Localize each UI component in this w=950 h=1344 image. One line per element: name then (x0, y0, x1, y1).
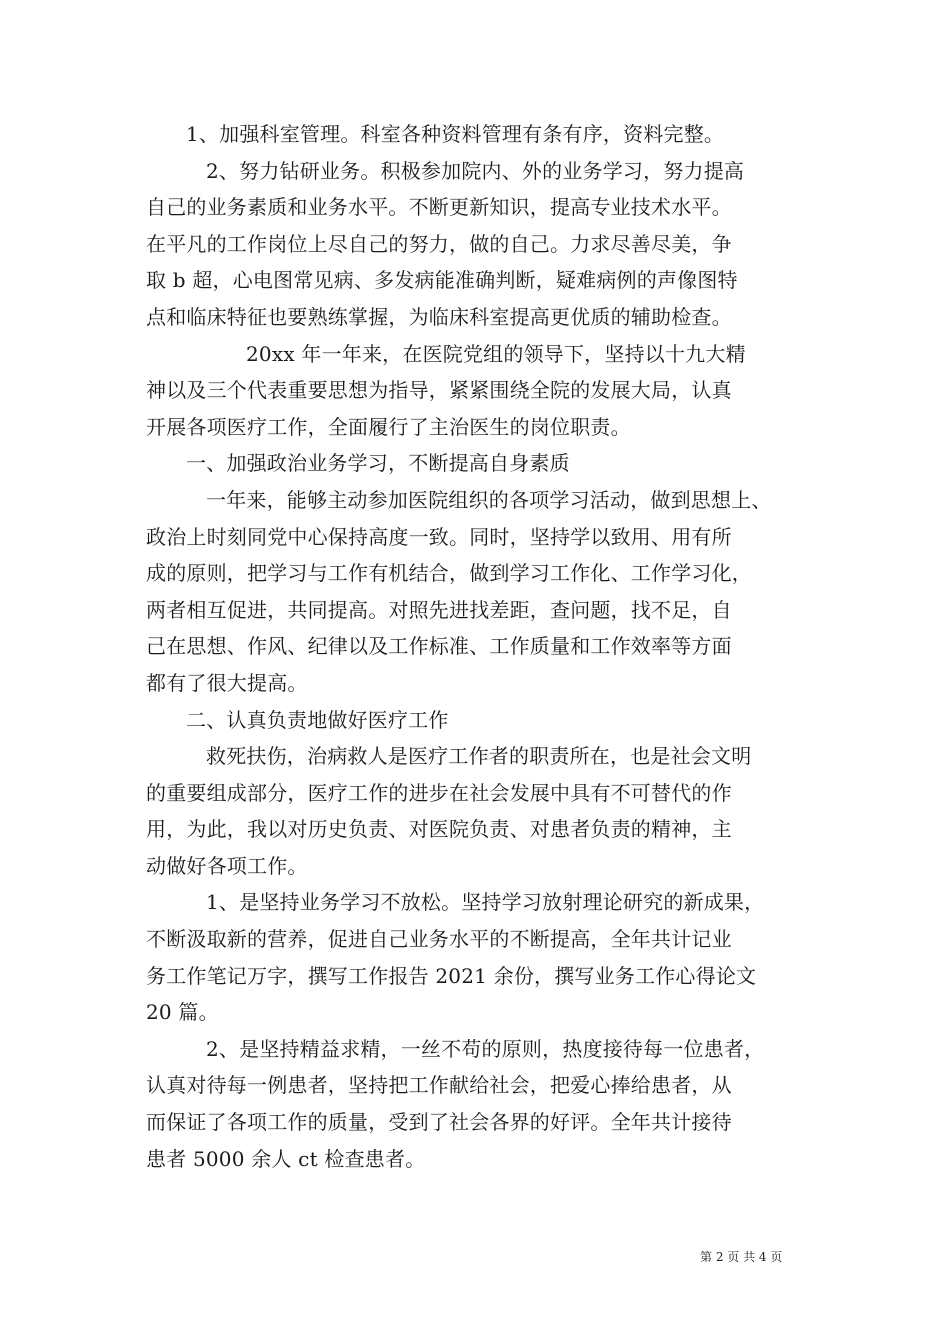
paragraph-line: 认真对待每一例患者，坚持把工作献给社会，把爱心捧给患者，从 (146, 1073, 732, 1098)
paragraph-line: 1、是坚持业务学习不放松。坚持学习放射理论研究的新成果， (206, 890, 765, 915)
paragraph-line: 己在思想、作风、纪律以及工作标准、工作质量和工作效率等方面 (146, 634, 732, 659)
paragraph-line: 取 b 超，心电图常见病、多发病能准确判断，疑难病例的声像图特 (146, 268, 738, 293)
paragraph-line: 都有了很大提高。 (146, 670, 308, 695)
paragraph-line: 2、是坚持精益求精，一丝不苟的原则，热度接待每一位患者， (206, 1036, 765, 1061)
paragraph-line: 而保证了各项工作的质量，受到了社会各界的好评。全年共计接待 (146, 1110, 732, 1135)
section-heading: 二、认真负责地做好医疗工作 (186, 707, 449, 732)
paragraph-line: 救死扶伤，治病救人是医疗工作者的职责所在，也是社会文明 (206, 744, 752, 769)
paragraph-line: 自己的业务素质和业务水平。不断更新知识，提高专业技术水平。 (146, 195, 732, 220)
paragraph-line: 点和临床特征也要熟练掌握，为临床科室提高更优质的辅助检查。 (146, 304, 732, 329)
paragraph-line: 务工作笔记万字，撰写工作报告 2021 余份，撰写业务工作心得论文 (146, 963, 757, 988)
paragraph-line: 的重要组成部分，医疗工作的进步在社会发展中具有不可替代的作 (146, 780, 732, 805)
section-heading: 一、加强政治业务学习，不断提高自身素质 (186, 451, 570, 476)
paragraph-line: 20 篇。 (146, 1000, 219, 1025)
paragraph-line: 开展各项医疗工作，全面履行了主治医生的岗位职责。 (146, 414, 631, 439)
paragraph-line: 患者 5000 余人 ct 检查患者。 (146, 1146, 426, 1171)
paragraph-line: 两者相互促进，共同提高。对照先进找差距，查问题，找不足，自 (146, 597, 732, 622)
paragraph-line: 在平凡的工作岗位上尽自己的努力，做的自己。力求尽善尽美，争 (146, 231, 732, 256)
paragraph-line: 2、努力钻研业务。积极参加院内、外的业务学习，努力提高 (206, 158, 745, 183)
paragraph-line: 政治上时刻同党中心保持高度一致。同时，坚持学以致用、用有所 (146, 524, 732, 549)
paragraph-line: 一年来，能够主动参加医院组织的各项学习活动，做到思想上、 (206, 487, 772, 512)
paragraph-line: 1、加强科室管理。科室各种资料管理有条有序，资料完整。 (186, 122, 725, 146)
paragraph-line: 不断汲取新的营养，促进自己业务水平的不断提高，全年共计记业 (146, 927, 732, 952)
paragraph-line: 用，为此，我以对历史负责、对医院负责、对患者负责的精神，主 (146, 817, 732, 842)
page-number: 第 2 页 共 4 页 (700, 1250, 783, 1264)
paragraph-line: 成的原则，把学习与工作有机结合，做到学习工作化、工作学习化， (146, 561, 752, 586)
paragraph-line: 20xx 年一年来，在医院党组的领导下，坚持以十九大精 (246, 341, 746, 366)
paragraph-line: 神以及三个代表重要思想为指导，紧紧围绕全院的发展大局，认真 (146, 378, 732, 403)
document-body (146, 116, 811, 1177)
paragraph-line: 动做好各项工作。 (146, 853, 308, 878)
